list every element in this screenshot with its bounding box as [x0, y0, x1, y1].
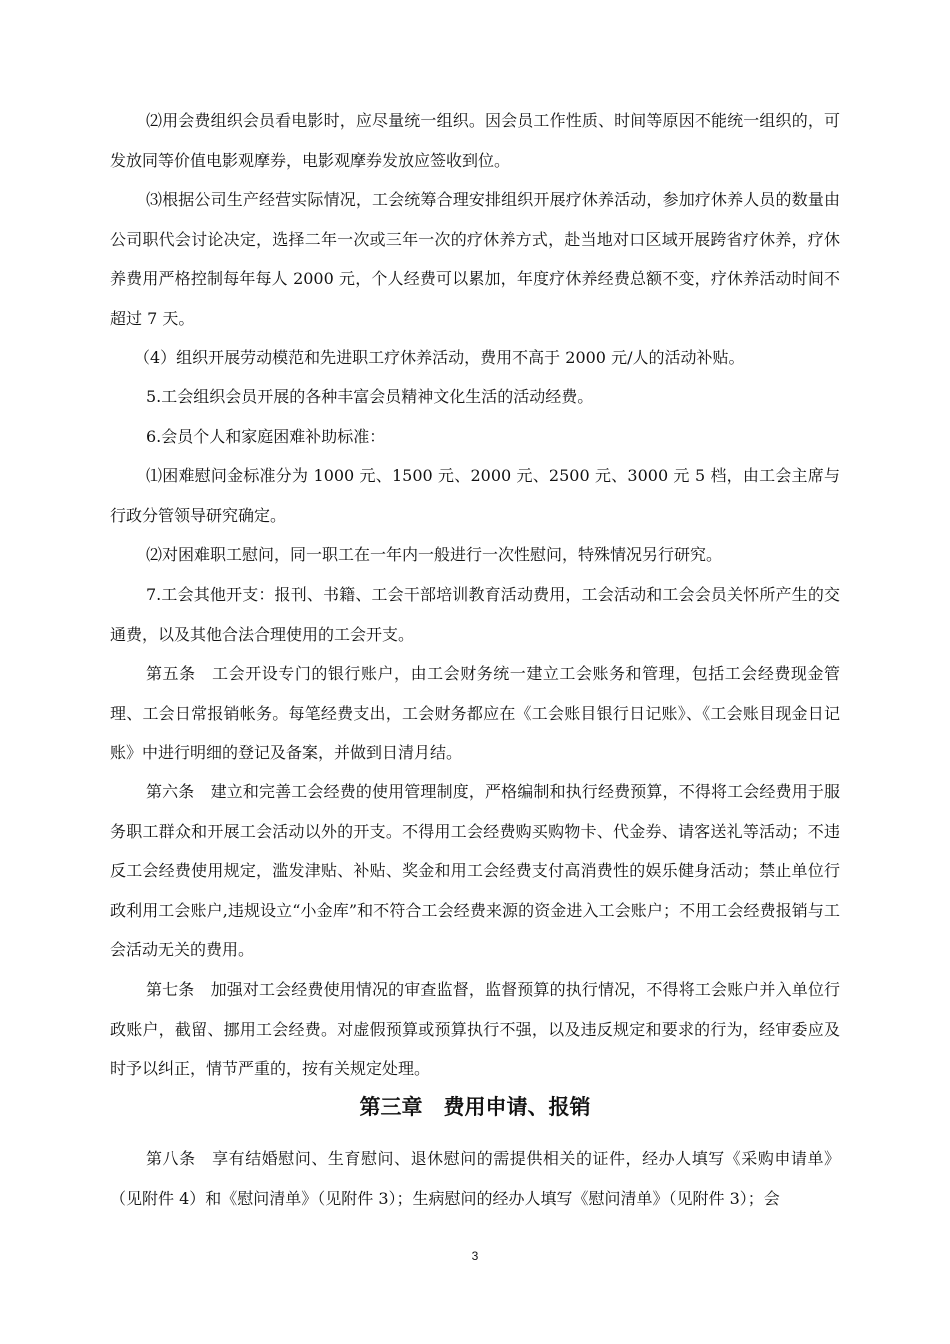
chapter-heading: 第三章 费用申请、报销	[359, 1095, 591, 1119]
paragraph-model-worker-recuperation: （4）组织开展劳动模范和先进职工疗休养活动，费用不高于 2000 元/人的活动补贴。	[134, 348, 745, 367]
paragraph-movie-organization: ⑵用会费组织会员看电影时，应尽量统一组织。因会员工作性质、时间等原因不能统一组织的，可发放同等价值电影观摩券，电影观摩券发放应签收到位。	[110, 111, 840, 170]
paragraph-other-expenses: 7.工会其他开支：报刊、书籍、工会干部培训教育活动费用，工会活动和工会会员关怀所产生的交通费，以及其他合法合理使用的工会开支。	[110, 585, 840, 644]
paragraph-cultural-activity-funds: 5.工会组织会员开展的各种丰富会员精神文化生活的活动经费。	[146, 387, 594, 406]
paragraph-hardship-visit-frequency: ⑵对困难职工慰问，同一职工在一年内一般进行一次性慰问，特殊情况另行研究。	[146, 545, 723, 564]
article-6-paragraph: 第六条 建立和完善工会经费的使用管理制度，严格编制和执行经费预算，不得将工会经费用于服务职工群众和开展工会活动以外的开支。不得用工会经费购买购物卡、代金券、请客送礼等活动；不违反工会经费使用规定，滥发津贴、补贴、奖金和用工会经费支付高消费性的娱乐健身活动；禁止单位行政利用工会账户,违规设立“小金库”和不符合工会经费来源的资金进入工会账户；不用工会经费报销与工会活动无关的费用。	[110, 782, 840, 959]
paragraph-recuperation-activity: ⑶根据公司生产经营实际情况，工会统筹合理安排组织开展疗休养活动，参加疗休养人员的数量由公司职代会讨论决定，选择二年一次或三年一次的疗休养方式，赴当地对口区域开展跨省疗休养，疗休养费用严格控制每年每人 2000 元，个人经费可以累加，年度疗休养经费总额不变，疗休养活动时间不超过 7 天。	[110, 190, 840, 328]
page-number: 3	[471, 1249, 479, 1263]
article-8-paragraph: 第八条 享有结婚慰问、生育慰问、退休慰问的需提供相关的证件，经办人填写《采购申请单》（见附件 4）和《慰问清单》（见附件 3）；生病慰问的经办人填写《慰问清单》（见附件 3）；会	[110, 1149, 840, 1208]
paragraph-hardship-amount-levels: ⑴困难慰问金标准分为 1000 元、1500 元、2000 元、2500 元、3000 元 5 档，由工会主席与行政分管领导研究确定。	[110, 466, 840, 525]
article-5-paragraph: 第五条 工会开设专门的银行账户，由工会财务统一建立工会账务和管理，包括工会经费现金管理、工会日常报销帐务。每笔经费支出，工会财务都应在《工会账目银行日记账》、《工会账目现金日记账》中进行明细的登记及备案，并做到日清月结。	[110, 664, 840, 762]
article-7-paragraph: 第七条 加强对工会经费使用情况的审查监督，监督预算的执行情况，不得将工会账户并入单位行政账户，截留、挪用工会经费。对虚假预算或预算执行不强，以及违反规定和要求的行为，经审委应及时予以纠正，情节严重的，按有关规定处理。	[110, 980, 840, 1078]
paragraph-hardship-subsidy-standard: 6.会员个人和家庭困难补助标准：	[146, 427, 386, 446]
